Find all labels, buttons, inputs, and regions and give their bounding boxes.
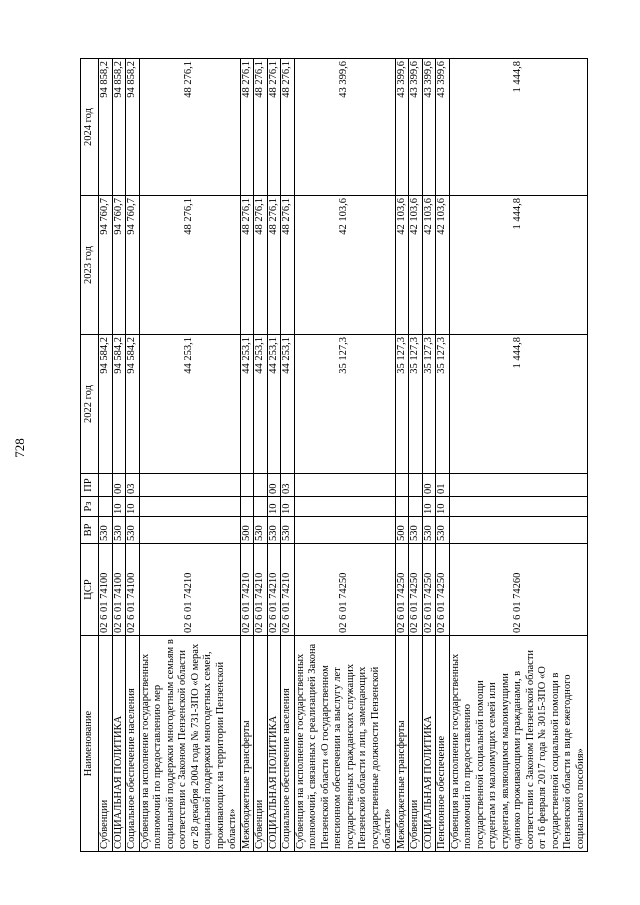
cell-y2024: 43 399,6 (409, 59, 423, 196)
cell-csr: 02 6 01 74210 (139, 544, 240, 636)
cell-vr: 530 (126, 517, 140, 544)
cell-y2023: 94 760,7 (112, 196, 126, 335)
cell-y2023: 48 276,1 (254, 196, 268, 335)
cell-y2023: 94 760,7 (126, 196, 140, 335)
cell-rz: 10 (436, 497, 450, 517)
cell-y2022: 44 253,1 (281, 335, 295, 474)
cell-y2022: 35 127,3 (436, 335, 450, 474)
cell-y2022: 94 584,2 (126, 335, 140, 474)
header-csr: ЦСР (81, 544, 99, 636)
table-row (240, 59, 254, 852)
cell-y2024: 43 399,6 (395, 59, 409, 196)
header-pr: ПР (81, 474, 99, 497)
cell-y2022: 35 127,3 (294, 335, 395, 474)
cell-vr: 530 (409, 517, 423, 544)
cell-rz (254, 497, 268, 517)
table-row (112, 59, 126, 852)
cell-y2024: 48 276,1 (240, 59, 254, 196)
cell-vr: 530 (436, 517, 450, 544)
cell-pr: 01 (436, 474, 450, 497)
cell-y2022: 35 127,3 (409, 335, 423, 474)
cell-vr: 530 (112, 517, 126, 544)
cell-csr: 02 6 01 74100 (99, 544, 113, 636)
cell-name: Субвенции (409, 636, 423, 852)
cell-y2024: 43 399,6 (294, 59, 395, 196)
header-vr: ВР (81, 517, 99, 544)
cell-name: Межбюджетные трансферты (240, 636, 254, 852)
cell-rz: 10 (281, 497, 295, 517)
cell-csr: 02 6 01 74250 (294, 544, 395, 636)
cell-pr: 00 (267, 474, 281, 497)
cell-rz (99, 497, 113, 517)
table-row (395, 59, 409, 852)
cell-name: СОЦИАЛЬНАЯ ПОЛИТИКА (422, 636, 436, 852)
cell-csr: 02 6 01 74250 (436, 544, 450, 636)
cell-name: СОЦИАЛЬНАЯ ПОЛИТИКА (112, 636, 126, 852)
cell-name: Субвенции (254, 636, 268, 852)
cell-y2024: 1 444,8 (449, 59, 588, 196)
cell-rz: 10 (112, 497, 126, 517)
cell-rz: 10 (267, 497, 281, 517)
cell-y2024: 48 276,1 (139, 59, 240, 196)
cell-vr (139, 517, 240, 544)
table-row (436, 59, 450, 852)
cell-y2023: 42 103,6 (422, 196, 436, 335)
cell-vr: 530 (99, 517, 113, 544)
cell-rz (409, 497, 423, 517)
cell-name: Субвенция на исполнение государственных полномочий по предоставлению государственной социальной помощи студентам из малоимущих семей или студентам, являющимся малоимущими одиноко проживающими гражданами, в соответствии с Законом Пензенской области от 16 февраля 2017 года № 3015-ЗПО «О государственной социальной помощи в Пензенской области в виде ежегодного социального пособия» (449, 636, 588, 852)
cell-rz (294, 497, 395, 517)
cell-csr: 02 6 01 74210 (240, 544, 254, 636)
cell-name: Социальное обеспечение населения (126, 636, 140, 852)
cell-vr: 530 (422, 517, 436, 544)
cell-csr: 02 6 01 74250 (409, 544, 423, 636)
cell-rz: 10 (126, 497, 140, 517)
cell-y2023: 48 276,1 (281, 196, 295, 335)
cell-vr (294, 517, 395, 544)
cell-csr: 02 6 01 74100 (112, 544, 126, 636)
cell-pr (409, 474, 423, 497)
cell-y2023: 1 444,8 (449, 196, 588, 335)
budget-table (80, 58, 588, 852)
cell-pr (99, 474, 113, 497)
header-name: Наименование (81, 636, 99, 852)
cell-csr: 02 6 01 74250 (422, 544, 436, 636)
cell-csr: 02 6 01 74210 (254, 544, 268, 636)
cell-y2022: 94 584,2 (99, 335, 113, 474)
cell-y2023: 48 276,1 (267, 196, 281, 335)
cell-rz (395, 497, 409, 517)
cell-rz (449, 497, 588, 517)
header-2023: 2023 год (81, 196, 99, 335)
cell-y2023: 94 760,7 (99, 196, 113, 335)
cell-vr (449, 517, 588, 544)
cell-name: Социальное обеспечение населения (281, 636, 295, 852)
cell-y2024: 48 276,1 (267, 59, 281, 196)
cell-pr: 03 (281, 474, 295, 497)
cell-csr: 02 6 01 74100 (126, 544, 140, 636)
table-row (139, 59, 240, 852)
cell-y2022: 44 253,1 (254, 335, 268, 474)
cell-y2022: 44 253,1 (240, 335, 254, 474)
cell-rz (139, 497, 240, 517)
cell-y2024: 48 276,1 (281, 59, 295, 196)
cell-y2024: 94 858,2 (126, 59, 140, 196)
cell-y2024: 48 276,1 (254, 59, 268, 196)
cell-csr: 02 6 01 74250 (395, 544, 409, 636)
header-2022: 2022 год (81, 335, 99, 474)
cell-y2023: 42 103,6 (436, 196, 450, 335)
cell-y2023: 42 103,6 (409, 196, 423, 335)
table-row (267, 59, 281, 852)
cell-name: Пенсионное обеспечение (436, 636, 450, 852)
cell-vr: 530 (267, 517, 281, 544)
header-rz: Рз (81, 497, 99, 517)
cell-name: Субвенция на исполнение государственных полномочий по предоставлению мер социальной поддержки многодетным семьям в соответствии с Законом Пензенской области от 28 декабря 2004 года № 731-ЗПО «О мерах социальной поддержки многодетных семей, проживающих на территории Пензенской области» (139, 636, 240, 852)
table-row (99, 59, 113, 852)
cell-pr (395, 474, 409, 497)
table-row (449, 59, 588, 852)
header-2024: 2024 год (81, 59, 99, 196)
cell-name: Межбюджетные трансферты (395, 636, 409, 852)
cell-name: СОЦИАЛЬНАЯ ПОЛИТИКА (267, 636, 281, 852)
table-row (126, 59, 140, 852)
table-row (281, 59, 295, 852)
cell-y2022: 44 253,1 (267, 335, 281, 474)
cell-name: Субвенция на исполнение государственных полномочий, связанных с реализацией Закона Пензенской области «О государственном пенсионном обеспечении за выслугу лет государственных гражданских служащих Пензенской области и лиц, замещающих государственные должности Пензенской области» (294, 636, 395, 852)
cell-rz: 10 (422, 497, 436, 517)
table-header-row (81, 59, 99, 852)
cell-pr (240, 474, 254, 497)
cell-y2023: 48 276,1 (139, 196, 240, 335)
cell-y2024: 43 399,6 (436, 59, 450, 196)
cell-pr: 00 (422, 474, 436, 497)
cell-vr: 530 (281, 517, 295, 544)
cell-y2022: 1 444,8 (449, 335, 588, 474)
cell-pr: 03 (126, 474, 140, 497)
rotated-table-container (80, 59, 601, 852)
cell-pr (254, 474, 268, 497)
cell-y2024: 43 399,6 (422, 59, 436, 196)
cell-y2023: 48 276,1 (240, 196, 254, 335)
cell-csr: 02 6 01 74210 (281, 544, 295, 636)
cell-y2024: 94 858,2 (112, 59, 126, 196)
cell-vr: 530 (254, 517, 268, 544)
cell-y2022: 35 127,3 (422, 335, 436, 474)
table-row (409, 59, 423, 852)
cell-y2022: 35 127,3 (395, 335, 409, 474)
cell-pr (449, 474, 588, 497)
cell-y2022: 94 584,2 (112, 335, 126, 474)
cell-y2023: 42 103,6 (294, 196, 395, 335)
cell-vr: 500 (395, 517, 409, 544)
cell-vr: 500 (240, 517, 254, 544)
table-row (254, 59, 268, 852)
cell-csr: 02 6 01 74210 (267, 544, 281, 636)
cell-y2023: 42 103,6 (395, 196, 409, 335)
cell-pr (139, 474, 240, 497)
cell-pr (294, 474, 395, 497)
table-row (422, 59, 436, 852)
cell-name: Субвенции (99, 636, 113, 852)
cell-y2024: 94 858,2 (99, 59, 113, 196)
page-number: 728 (12, 438, 27, 458)
cell-y2022: 44 253,1 (139, 335, 240, 474)
table-body (99, 59, 588, 852)
table-row (294, 59, 395, 852)
cell-pr: 00 (112, 474, 126, 497)
cell-rz (240, 497, 254, 517)
cell-csr: 02 6 01 74260 (449, 544, 588, 636)
